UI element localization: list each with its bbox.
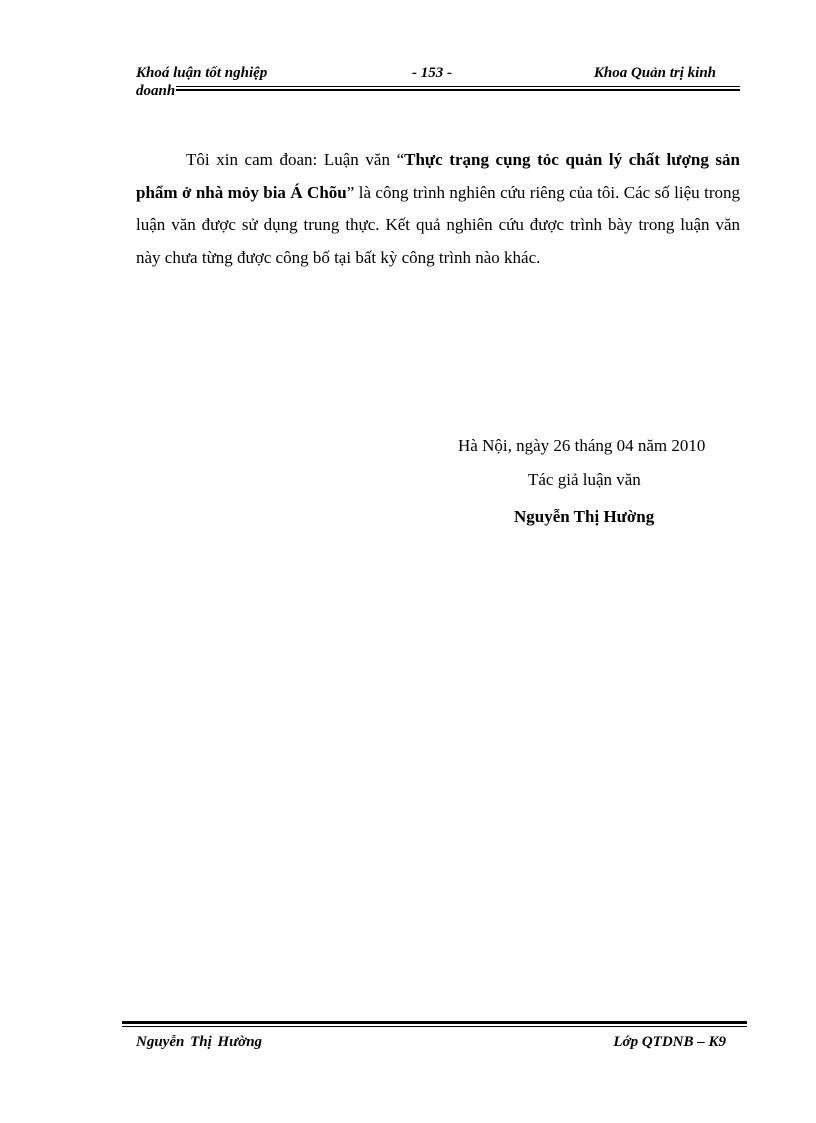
footer-rule-thin xyxy=(122,1026,747,1027)
header-faculty-label-wrap: doanh xyxy=(136,83,176,99)
declaration-intro: Tôi xin cam đoan: Luận văn “ xyxy=(186,150,405,169)
declaration-paragraph xyxy=(136,144,740,274)
page-header xyxy=(136,64,740,99)
signature-role: Tác giả luận văn xyxy=(528,470,641,489)
header-faculty-label: Khoa Quản trị kinh xyxy=(593,65,716,81)
footer-rule-thick xyxy=(122,1021,747,1024)
header-page-number: - 153 - xyxy=(412,65,452,81)
declaration-statement: ” là công trình nghiên cứu riêng của tôi. Các số liệu trong luận văn được sử dụng trung thực. Kết quả nghiên cứu được trình bày trong luận văn này chưa từng được công bố tại bất kỳ công trình nào khác. xyxy=(136,182,740,267)
header-thesis-label: Khoá luận tốt nghiệp xyxy=(136,65,268,81)
footer-author: Nguyễn Thị Hường xyxy=(136,1034,263,1050)
header-rule-thin xyxy=(176,86,740,87)
thesis-title: Thực trạng cụng tỏc quản lý chất lượng sản phẩm ở nhà mỏy bia Á Chõu xyxy=(136,150,741,202)
header-rule-thick xyxy=(176,89,740,91)
footer-class: Lớp QTDNB – K9 xyxy=(613,1034,726,1050)
signature-name: Nguyễn Thị Hường xyxy=(514,507,655,526)
signature-date: Hà Nội, ngày 26 tháng 04 năm 2010 xyxy=(458,436,706,455)
header-row xyxy=(136,64,740,82)
